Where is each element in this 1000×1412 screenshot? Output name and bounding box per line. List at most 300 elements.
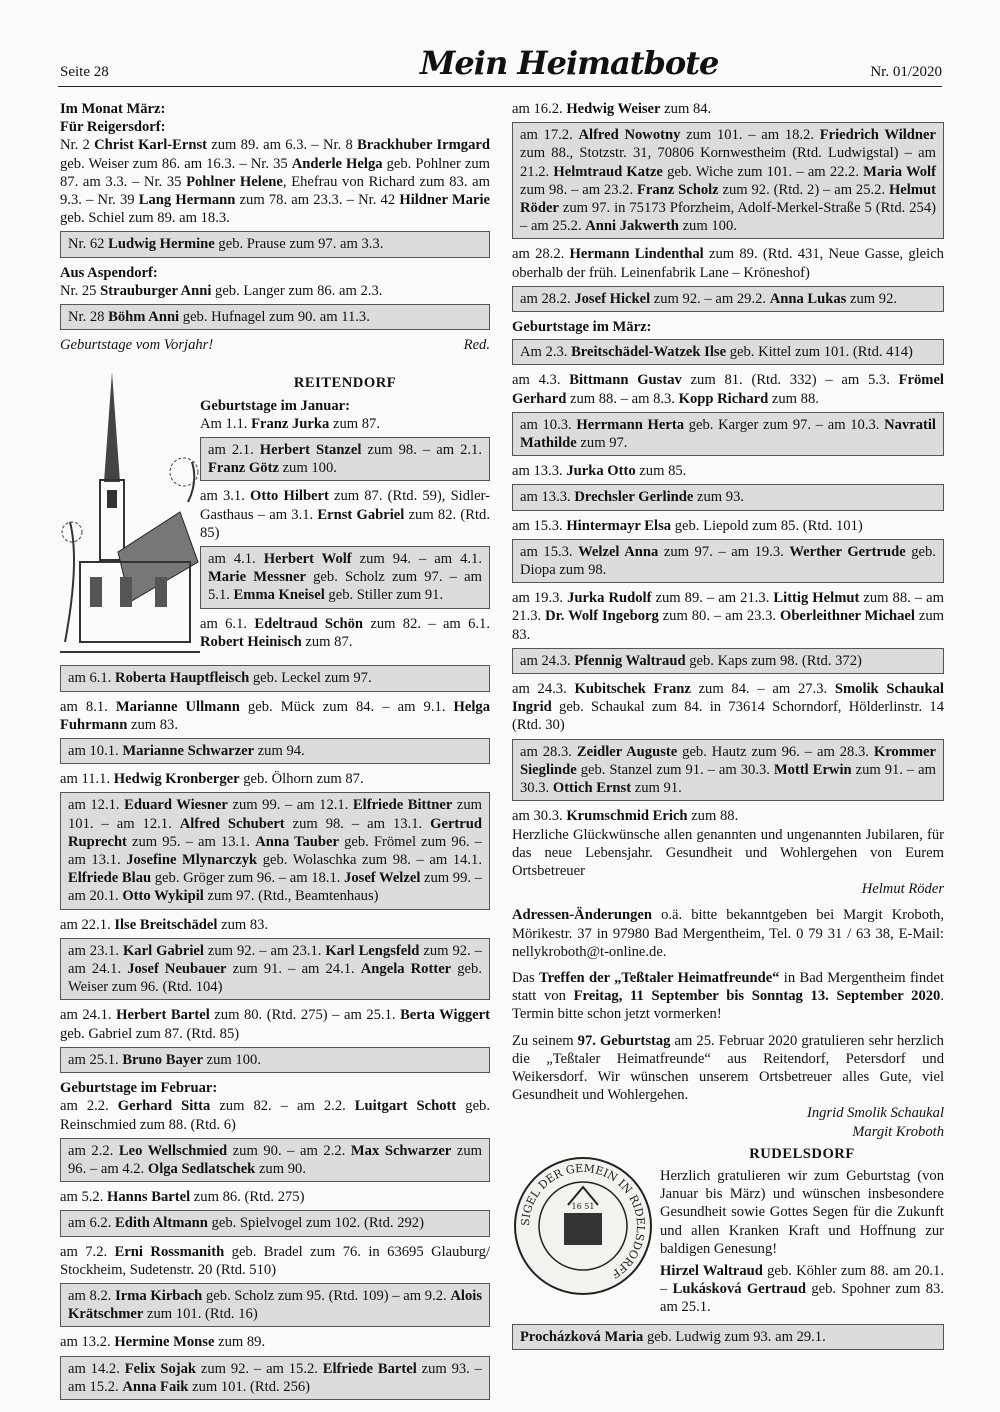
highlight-box bbox=[60, 1047, 490, 1073]
text-run: zum 98. – am 23.2. bbox=[520, 181, 637, 198]
highlight-box bbox=[512, 286, 944, 312]
text-run: am 2.2. bbox=[60, 1098, 118, 1115]
text-run: geb. Scholz zum 97. – am 5.1. bbox=[208, 569, 482, 604]
name-bold: Otto Wykipil bbox=[122, 888, 204, 905]
name-bold: Felix Sojak bbox=[124, 1360, 197, 1377]
text-run: zum 88. – am 21.3. bbox=[512, 590, 944, 625]
text-run: zum 93. bbox=[693, 489, 745, 506]
name-bold: Hanns Bartel bbox=[107, 1189, 191, 1206]
signature: Margit Kroboth bbox=[852, 1123, 944, 1140]
highlight-box bbox=[512, 539, 944, 583]
text-run: am 13.3. bbox=[512, 463, 567, 480]
name-bold: Drechsler Gerlinde bbox=[574, 489, 694, 506]
name-bold: Bruno Bayer bbox=[122, 1051, 203, 1068]
text-run: zum 100. bbox=[678, 218, 737, 235]
signature: Helmut Röder bbox=[861, 881, 944, 898]
text-run: zum 84. bbox=[660, 101, 712, 117]
paragraph bbox=[512, 371, 944, 407]
text-run: am 15.3. bbox=[512, 517, 567, 534]
text-run: geb. Ölhorn zum 87. bbox=[239, 771, 364, 788]
text-run: geb. Hautz zum 96. – am 28.3. bbox=[677, 743, 874, 760]
text-run: am 4.1. bbox=[208, 551, 264, 568]
name-bold: Böhm Anni bbox=[108, 309, 180, 326]
name-bold: Anni Jakwerth bbox=[585, 218, 679, 235]
text-run: zum 92. – am 23.1. bbox=[203, 942, 326, 959]
name-bold: Erni Rossmanith bbox=[114, 1243, 225, 1260]
text-run: am 28.2. bbox=[512, 246, 570, 263]
text-run: geb. Gabriel zum 87. (Rtd. 85) bbox=[60, 1025, 240, 1042]
seal-inscription: SIGEL DER GEMEIN IN RIDELSDORFF bbox=[518, 1161, 648, 1281]
name-bold: Franz Scholz bbox=[636, 181, 719, 198]
name-bold: Edith Altmann bbox=[115, 1215, 208, 1232]
name-bold: Herbert Bartel bbox=[116, 1007, 210, 1024]
editor-note-text: Geburtstage vom Vorjahr! bbox=[60, 337, 214, 354]
highlight-box bbox=[60, 231, 490, 257]
text-run: am 7.2. bbox=[60, 1243, 115, 1260]
highlight-box bbox=[60, 792, 490, 909]
name-bold: Karl Gabriel bbox=[122, 942, 204, 959]
text-run: am 6.1. bbox=[68, 670, 116, 687]
highlight-box bbox=[512, 1324, 944, 1350]
name-bold: Max Schwarzer bbox=[350, 1142, 452, 1159]
text-run: , Ehefrau von Richard zum 83. am 9.3. – Nr. 39 bbox=[60, 173, 490, 209]
text-run: zum 82. (Rtd. 85) bbox=[200, 506, 490, 541]
name-bold: Navratil Mathilde bbox=[520, 416, 936, 452]
text-run: geb. Spohner zum 83. am 25.1. bbox=[660, 1281, 944, 1316]
text-run: geb. Hufnagel zum 90. am 11.3. bbox=[179, 309, 370, 326]
highlight-box bbox=[512, 648, 944, 674]
name-bold: Irma Kirbach bbox=[115, 1287, 203, 1304]
paragraph bbox=[512, 1032, 944, 1105]
name-bold: Marianne Schwarzer bbox=[122, 743, 255, 760]
text-run: geb. Reinschmied zum 88. (Rtd. 6) bbox=[60, 1098, 490, 1133]
name-bold: Franz Jurka bbox=[251, 415, 330, 432]
highlight-box bbox=[60, 1210, 490, 1236]
name-bold: Krommer Sieglinde bbox=[520, 743, 936, 778]
page-number: Seite 28 bbox=[60, 64, 109, 80]
heading-march-birthdays: Geburtstage im März: bbox=[512, 319, 652, 336]
name-bold: Helmtraud Katze bbox=[553, 163, 663, 180]
name-bold: Herbert Wolf bbox=[263, 551, 352, 568]
text-run: zum 98. – am 13.1. bbox=[284, 815, 431, 832]
text-run: zum 101. – am 18.2. bbox=[680, 127, 820, 144]
paragraph bbox=[512, 680, 944, 735]
church-illustration bbox=[60, 362, 200, 662]
text-run: am 10.1. bbox=[68, 743, 123, 760]
text-run: zum 96. – am 4.2. bbox=[68, 1142, 482, 1177]
text-run: zum 101. – am 12.1. bbox=[68, 797, 482, 832]
text-run: am 19.3. bbox=[512, 590, 568, 607]
signature: Ingrid Smolik Schaukal bbox=[807, 1105, 944, 1122]
name-bold: Werther Gertrude bbox=[789, 543, 906, 560]
text-run: Das bbox=[512, 969, 540, 986]
text-run: geb. Stanzel zum 91. – am 30.3. bbox=[576, 761, 774, 778]
name-bold: Maria Wolf bbox=[863, 163, 936, 180]
text-run: Nr. 25 bbox=[60, 282, 101, 299]
text-run: zum 92. (Rtd. 2) – am 25.2. bbox=[718, 181, 889, 198]
text-run: zum 97. (Rtd., Beamtenhaus) bbox=[203, 888, 379, 905]
text-run: zum 88. – am 8.3. bbox=[566, 390, 679, 407]
text-run: geb. Wolaschka zum 98. – am 14.1. bbox=[257, 852, 483, 869]
name-bold: Helmut Röder bbox=[520, 181, 936, 217]
text-run: zum 88., Stotzstr. 31, 70806 Kornwestheim (Rtd. Ludwigstal) – am 21.2. bbox=[520, 145, 936, 180]
heading-february: Geburtstage im Februar: bbox=[60, 1080, 218, 1097]
text-run: geb. Schaukal zum 84. in 73614 Schorndorf, Hölderlinstr. 14 (Rtd. 30) bbox=[512, 699, 944, 734]
text-run: zum 87. (Rtd. 59), Sidler-Gasthaus – am 3.1. bbox=[200, 488, 490, 523]
name-bold: Hermann Lindenthal bbox=[569, 246, 704, 263]
text-run: zum 94. – am 4.1. bbox=[351, 551, 482, 568]
text-run: am 10.3. bbox=[520, 416, 577, 433]
text-run: zum 90. – am 2.2. bbox=[227, 1142, 351, 1159]
text-run: geb. Prause zum 97. am 3.3. bbox=[214, 236, 384, 253]
highlight-box bbox=[200, 546, 490, 609]
text-run: zum 81. (Rtd. 332) – am 5.3. bbox=[681, 372, 899, 389]
text-run: zum 86. (Rtd. 275) bbox=[190, 1189, 305, 1206]
text-run: zum 87. bbox=[329, 415, 380, 432]
name-bold: Emma Kneisel bbox=[233, 587, 325, 604]
text-run: zum 98. – am 2.1. bbox=[361, 442, 482, 459]
paragraph bbox=[60, 698, 490, 734]
name-bold: Friedrich Wildner bbox=[819, 127, 936, 144]
name-bold: Eduard Wiesner bbox=[124, 797, 228, 814]
name-bold: Adressen-Änderungen bbox=[512, 907, 653, 924]
text-run: zum 82. – am 2.2. bbox=[210, 1098, 355, 1115]
text-run: zum 93. – am 15.2. bbox=[68, 1360, 482, 1395]
name-bold: Herbert Stanzel bbox=[259, 442, 362, 459]
text-run: zum 91. bbox=[631, 780, 682, 797]
text-run: geb. Liepold zum 85. (Rtd. 101) bbox=[671, 517, 863, 534]
name-bold: Lang Hermann bbox=[138, 192, 236, 209]
name-bold: Bittmann Gustav bbox=[569, 372, 682, 389]
text-run: geb. Bradel zum 76. in 63695 Glauburg/ Stockheim, Sudetenstr. 20 (Rtd. 510) bbox=[60, 1243, 490, 1278]
text-run: Nr. 28 bbox=[68, 309, 109, 326]
text-run: geb. Schiel zum 89. am 18.3. bbox=[60, 210, 230, 227]
text-run: zum 99. – am 20.1. bbox=[68, 870, 482, 905]
highlight-box bbox=[512, 339, 944, 365]
text-run: geb. Gröger zum 96. – am 18.1. bbox=[151, 870, 345, 887]
heading-reigersdorf: Für Reigersdorf: bbox=[60, 119, 166, 136]
paragraph bbox=[512, 826, 944, 881]
name-bold: Ilse Breitschädel bbox=[114, 916, 218, 933]
town-seal-image bbox=[512, 1155, 654, 1297]
text-run: zum 92. – am 24.1. bbox=[68, 942, 482, 978]
name-bold: Breitschädel-Watzek Ilse bbox=[571, 344, 727, 361]
name-bold: Strauburger Anni bbox=[100, 282, 212, 299]
paragraph bbox=[512, 969, 944, 1024]
text-run: am 2.1. bbox=[208, 442, 260, 459]
text-run: zum 91. – am 30.3. bbox=[520, 761, 937, 797]
name-bold: Freitag, 11 September bis Sonntag 13. September 2020 bbox=[573, 988, 941, 1005]
name-bold: Luitgart Schott bbox=[354, 1098, 457, 1115]
text-run: am 8.2. bbox=[68, 1287, 116, 1304]
name-bold: Hermine Monse bbox=[114, 1334, 215, 1351]
name-bold: Otto Hilbert bbox=[249, 488, 329, 505]
highlight-box bbox=[200, 437, 490, 481]
text-run: am 28.2. bbox=[520, 290, 575, 307]
text-run: o.ä. bitte bekanntgeben bei Margit Kroboth, Mörikestr. 37 in 97980 Bad Mergentheim, Tel. 0 79 31 / 63 38, E-Mail: nellykroboth@t-online.de. bbox=[512, 907, 944, 960]
highlight-box bbox=[512, 412, 944, 456]
paragraph bbox=[60, 1333, 490, 1351]
name-bold: Josef Hickel bbox=[574, 290, 651, 307]
name-bold: Jurka Otto bbox=[566, 463, 636, 480]
name-bold: Ludwig Hermine bbox=[108, 236, 215, 253]
text-run: in Bad Mergentheim findet statt von bbox=[512, 969, 944, 1005]
text-run: geb. Pohlner zum 87. am 3.3. – Nr. 35 bbox=[60, 155, 490, 190]
highlight-box bbox=[512, 739, 944, 802]
text-run: am 8.1. bbox=[60, 698, 116, 715]
text-run: geb. Spielvogel zum 102. (Rtd. 292) bbox=[207, 1215, 424, 1232]
text-run: zum 89. (Rtd. 431, Neue Gasse, gleich oberhalb der früh. Leinenfabrik Lane – Kröneshof) bbox=[512, 246, 944, 281]
rudelsdorf-section bbox=[512, 1145, 944, 1321]
text-run: zum 91. – am 24.1. bbox=[226, 961, 361, 978]
text-run: zum 82. – am 6.1. bbox=[363, 615, 490, 632]
text-run: zum 80. – am 23.3. bbox=[658, 608, 780, 625]
name-bold: Frömel Gerhard bbox=[512, 372, 944, 407]
text-run: geb. Weiser zum 86. am 16.3. – Nr. 35 bbox=[60, 155, 292, 172]
paragraph bbox=[60, 1097, 490, 1133]
text-run: Nr. 62 bbox=[68, 236, 109, 253]
paragraph bbox=[60, 1188, 490, 1206]
paragraph bbox=[60, 282, 490, 300]
text-run: Zu seinem bbox=[512, 1032, 578, 1049]
name-bold: Dr. Wolf Ingeborg bbox=[545, 608, 659, 625]
text-run: geb. Köhler zum 88. am 20.1. – bbox=[660, 1262, 944, 1298]
text-run: am 23.1. bbox=[68, 942, 123, 959]
highlight-box bbox=[60, 1283, 490, 1327]
name-bold: Ernst Gabriel bbox=[317, 506, 405, 523]
text-run: am 16.2. bbox=[512, 101, 567, 117]
name-bold: Leo Wellschmied bbox=[118, 1142, 228, 1159]
name-bold: Elfriede Blau bbox=[68, 870, 152, 887]
name-bold: Anna Lukas bbox=[769, 290, 847, 307]
text-run: am 11.1. bbox=[60, 771, 114, 788]
name-bold: Hedwig Weiser bbox=[566, 101, 661, 117]
section-title-rudelsdorf: RUDELSDORF bbox=[749, 1145, 855, 1162]
text-run: am 13.3. bbox=[520, 489, 575, 506]
left-column bbox=[60, 100, 490, 1406]
text-run: geb. Karger zum 97. – am 10.3. bbox=[684, 416, 885, 433]
text-run: am 25.1. bbox=[68, 1051, 123, 1068]
text-run: zum 101. (Rtd. 256) bbox=[188, 1378, 311, 1395]
name-bold: Mottl Erwin bbox=[773, 761, 852, 778]
editor-note-sign: Red. bbox=[463, 337, 490, 354]
paragraph bbox=[512, 517, 944, 535]
name-bold: Alfred Schubert bbox=[179, 815, 285, 832]
text-run: Am 2.3. bbox=[520, 344, 572, 361]
name-bold: Krumschmid Erich bbox=[566, 808, 688, 825]
text-run: am 6.2. bbox=[68, 1215, 116, 1232]
text-run: Herzliche Glückwünsche allen genannten und ungenannten Jubilaren, für das neue Lebensjahr. Gesundheit und Wohlergehen von Eurem Ortsbetreuer bbox=[512, 826, 944, 879]
paragraph bbox=[60, 770, 490, 788]
paragraph bbox=[512, 589, 944, 644]
text-run: zum 85. bbox=[635, 463, 687, 480]
paragraph bbox=[660, 1167, 944, 1258]
text-run: zum 83. bbox=[217, 916, 269, 933]
highlight-box bbox=[512, 122, 944, 239]
name-bold: Smolik Schaukal Ingrid bbox=[512, 681, 944, 716]
name-bold: Hedwig Kronberger bbox=[113, 771, 240, 788]
text-run: zum 94. bbox=[254, 743, 305, 760]
name-bold: Alois Krätschmer bbox=[68, 1287, 482, 1323]
text-run: zum 88. bbox=[687, 808, 739, 825]
text-run: zum 99. – am 12.1. bbox=[227, 797, 353, 814]
name-bold: Josef Welzel bbox=[344, 870, 421, 887]
name-bold: Berta Wiggert bbox=[400, 1007, 490, 1024]
text-run: geb. Frömel zum 96. – am 13.1. bbox=[68, 833, 482, 869]
heading-january: Geburtstage im Januar: bbox=[200, 397, 350, 414]
text-run: zum 87. bbox=[301, 633, 353, 650]
name-bold: Marianne Ullmann bbox=[115, 698, 240, 715]
name-bold: Alfred Nowotny bbox=[578, 127, 681, 144]
name-bold: Christ Karl-Ernst bbox=[94, 137, 207, 154]
reitendorf-section bbox=[60, 362, 490, 662]
name-bold: Franz Götz bbox=[208, 460, 279, 477]
text-run: Nr. 2 bbox=[60, 137, 95, 154]
paragraph bbox=[60, 1243, 490, 1279]
paragraph bbox=[512, 906, 944, 961]
highlight-box bbox=[60, 304, 490, 330]
paragraph bbox=[200, 415, 490, 433]
name-bold: Robert Heinisch bbox=[200, 633, 302, 650]
text-run: geb. Kittel zum 101. (Rtd. 414) bbox=[726, 344, 913, 361]
text-run: am 3.1. bbox=[200, 488, 250, 505]
seal-year: 16 51 bbox=[571, 1201, 595, 1211]
header-rule bbox=[58, 86, 942, 87]
text-run: am 2.2. bbox=[68, 1142, 119, 1159]
name-bold: Pfennig Waltraud bbox=[574, 652, 686, 669]
paragraph bbox=[60, 916, 490, 934]
name-bold: Pohlner Helene bbox=[186, 173, 283, 190]
name-bold: Herrmann Herta bbox=[576, 416, 685, 433]
paragraph bbox=[512, 462, 944, 480]
text-run: am 17.2. bbox=[520, 127, 579, 144]
text-run: zum 95. – am 13.1. bbox=[126, 833, 256, 850]
text-run: zum 92. bbox=[846, 290, 898, 307]
highlight-box bbox=[60, 1356, 490, 1400]
name-bold: Treffen der „Teßtaler Heimatfreunde“ bbox=[539, 969, 780, 986]
paragraph bbox=[512, 100, 944, 118]
text-run: am 24.3. bbox=[520, 652, 575, 669]
text-run: zum 97. in 75173 Pforzheim, Adolf-Merkel-Straße 5 (Rtd. 254) – am 25.2. bbox=[520, 200, 936, 235]
name-bold: Lukásková Gertraud bbox=[672, 1281, 807, 1298]
text-run: geb. Mück zum 84. – am 9.1. bbox=[239, 698, 454, 715]
name-bold: Oberleithner Michael bbox=[779, 608, 915, 625]
name-bold: Marie Messner bbox=[208, 569, 306, 586]
text-run: geb. Leckel zum 97. bbox=[249, 670, 372, 687]
text-run: am 28.3. bbox=[520, 743, 577, 760]
text-run: am 24.1. bbox=[60, 1007, 117, 1024]
paragraph bbox=[60, 1006, 490, 1042]
text-run: geb. Kaps zum 98. (Rtd. 372) bbox=[685, 652, 862, 669]
text-run: geb. Scholz zum 95. (Rtd. 109) – am 9.2. bbox=[202, 1287, 451, 1304]
editor-note bbox=[60, 336, 490, 354]
text-run: geb. Ludwig zum 93. am 29.1. bbox=[643, 1328, 826, 1345]
text-run: am 12.1. bbox=[68, 797, 125, 814]
text-run: am 13.2. bbox=[60, 1334, 115, 1351]
paragraph bbox=[512, 245, 944, 281]
highlight-box bbox=[60, 665, 490, 691]
text-run: zum 92. – am 29.2. bbox=[650, 290, 770, 307]
text-run: am 22.1. bbox=[60, 916, 115, 933]
name-bold: Roberta Hauptfleisch bbox=[115, 670, 250, 687]
text-run: am 15.3. bbox=[520, 543, 579, 560]
text-run: zum 84. – am 27.3. bbox=[690, 681, 835, 698]
right-column bbox=[512, 100, 944, 1356]
name-bold: Karl Lengsfeld bbox=[325, 942, 420, 959]
text-run: geb. Langer zum 86. am 2.3. bbox=[211, 282, 383, 299]
paragraph bbox=[512, 807, 944, 825]
name-bold: Gertrud Ruprecht bbox=[68, 815, 482, 850]
name-bold: Josef Neubauer bbox=[127, 961, 227, 978]
text-run: zum 89. bbox=[214, 1334, 266, 1351]
name-bold: 97. Geburtstag bbox=[577, 1032, 671, 1049]
masthead-logo: Mein Heimatbote bbox=[420, 44, 719, 82]
text-run: am 6.1. bbox=[200, 615, 255, 632]
name-bold: Kopp Richard bbox=[678, 390, 769, 407]
name-bold: Procházková Maria bbox=[520, 1328, 644, 1345]
name-bold: Hildner Marie bbox=[399, 192, 490, 209]
paragraph bbox=[200, 615, 490, 651]
text-run: zum 89. – am 21.3. bbox=[651, 590, 774, 607]
text-run: am 25. Februar 2020 gratulieren sehr herzlich die „Teßtaler Heimatfreunde“ aus Reitendorf, Petersdorf und Weikersdorf. Wir wünschen unserem Ortsbetreuer alles Gute, viel Gesundheit und Wohlergehen. bbox=[512, 1032, 944, 1104]
highlight-box bbox=[60, 1138, 490, 1182]
name-bold: Anna Faik bbox=[122, 1378, 189, 1395]
heading-aspendorf: Aus Aspendorf: bbox=[60, 264, 158, 281]
name-bold: Elfriede Bartel bbox=[322, 1360, 417, 1377]
name-bold: Jurka Rudolf bbox=[567, 590, 652, 607]
text-run: zum 100. bbox=[203, 1051, 261, 1068]
text-run: . Termin bitte schon jetzt vormerken! bbox=[512, 988, 944, 1023]
text-run: zum 92. – am 15.2. bbox=[196, 1360, 323, 1377]
text-run: zum 89. am 6.3. – Nr. 8 bbox=[206, 137, 358, 154]
text-run: zum 88. bbox=[768, 390, 819, 407]
name-bold: Olga Sedlatschek bbox=[147, 1160, 256, 1177]
name-bold: Josefine Mlynarczyk bbox=[126, 852, 258, 869]
text-run: zum 78. am 23.3. – Nr. 42 bbox=[235, 192, 400, 209]
paragraph bbox=[60, 136, 490, 227]
highlight-box bbox=[60, 938, 490, 1001]
text-run: geb. Weiser zum 96. (Rtd. 104) bbox=[68, 961, 482, 996]
paragraph bbox=[660, 1262, 944, 1317]
section-title-reitendorf: REITENDORF bbox=[293, 375, 397, 392]
text-run: Am 1.1. bbox=[200, 415, 252, 432]
highlight-box bbox=[512, 484, 944, 510]
heading-march: Im Monat März: bbox=[60, 101, 166, 117]
name-bold: Welzel Anna bbox=[578, 543, 659, 560]
name-bold: Zeidler Auguste bbox=[576, 743, 678, 760]
name-bold: Gerhard Sitta bbox=[117, 1098, 211, 1115]
name-bold: Hirzel Waltraud bbox=[660, 1262, 763, 1279]
name-bold: Hintermayr Elsa bbox=[566, 517, 672, 534]
name-bold: Elfriede Bittner bbox=[352, 797, 453, 814]
name-bold: Edeltraud Schön bbox=[254, 615, 364, 632]
text-run: geb. Stiller zum 91. bbox=[324, 587, 444, 604]
text-run: am 4.3. bbox=[512, 372, 570, 389]
text-run: zum 83. bbox=[512, 608, 944, 643]
name-bold: Littig Helmut bbox=[773, 590, 860, 607]
highlight-box bbox=[60, 738, 490, 764]
text-run: am 24.3. bbox=[512, 681, 575, 698]
name-bold: Kubitschek Franz bbox=[574, 681, 691, 698]
text-run: am 5.2. bbox=[60, 1189, 108, 1206]
text-run: zum 100. bbox=[278, 460, 337, 477]
name-bold: Anderle Helga bbox=[291, 155, 383, 172]
text-run: zum 83. bbox=[127, 716, 178, 733]
text-run: zum 80. (Rtd. 275) – am 25.1. bbox=[209, 1007, 401, 1024]
text-run: Herzlich gratulieren wir zum Geburtstag (von Januar bis März) und wünschen insbesondere Gesundheit sowie Gottes Segen für die Zukunft und allen Kranken Kraft und Hoffnung zur baldigen Genesung! bbox=[660, 1167, 944, 1257]
text-run: geb. Wiche zum 101. – am 22.2. bbox=[662, 163, 864, 180]
text-run: zum 90. bbox=[255, 1160, 306, 1177]
